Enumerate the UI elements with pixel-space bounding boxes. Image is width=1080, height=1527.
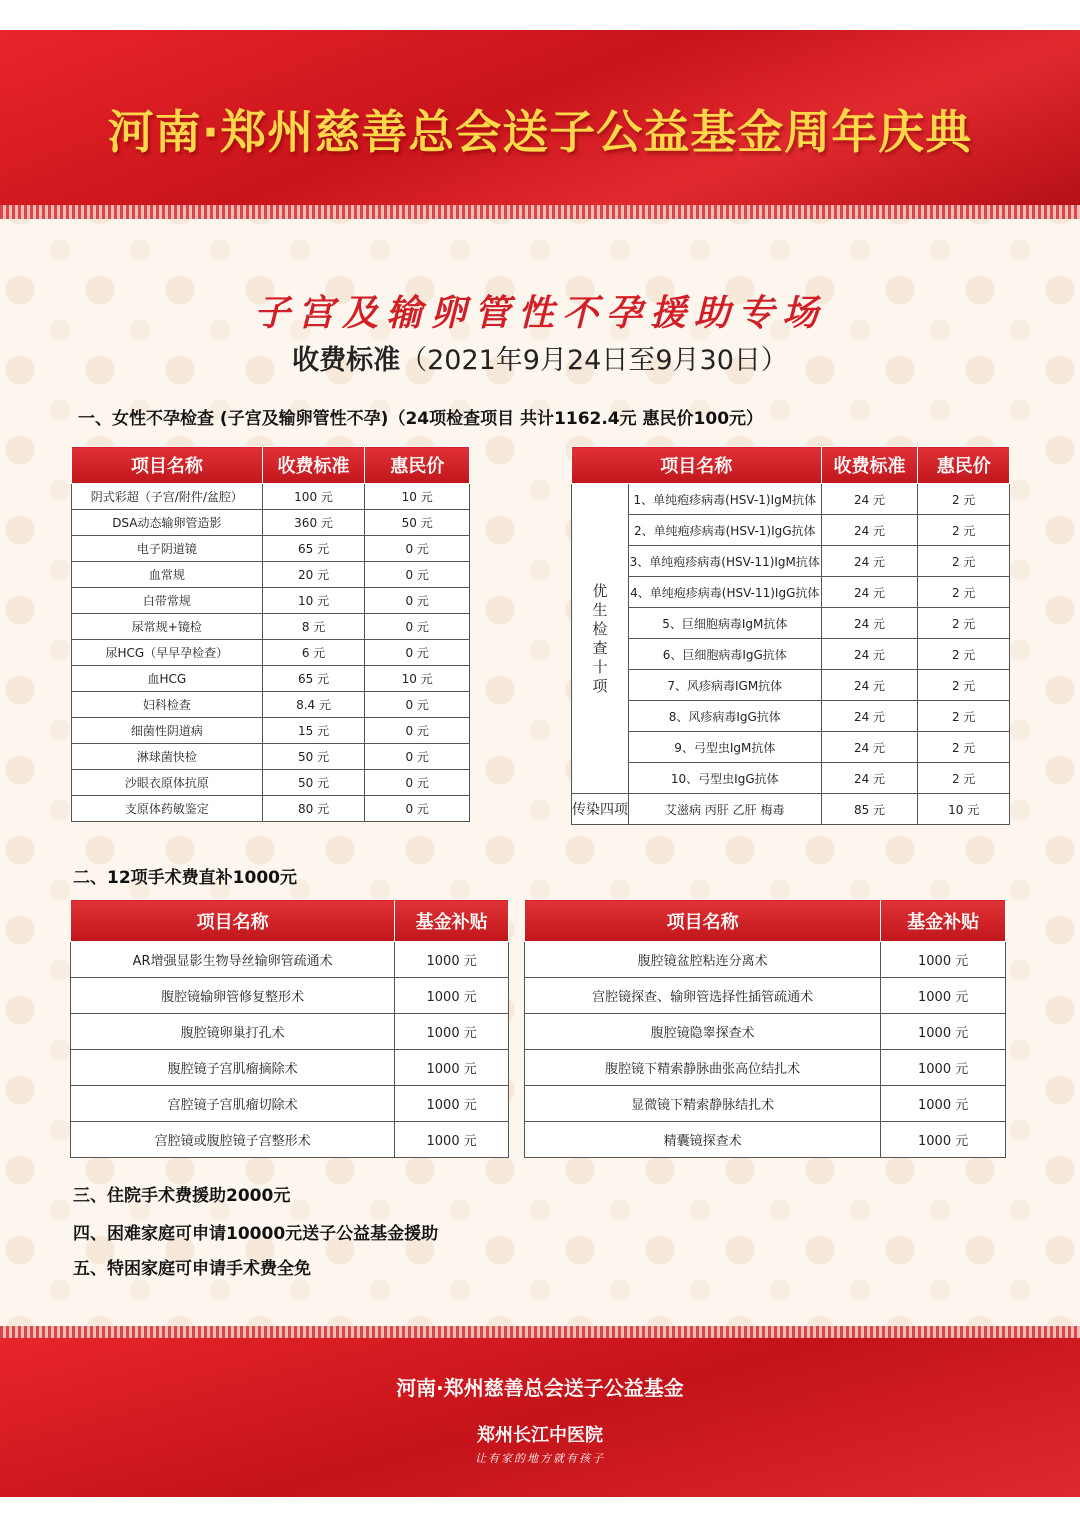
table-row bbox=[72, 562, 470, 588]
subsidy-cell: 1000 元 bbox=[881, 1086, 1006, 1122]
table-row bbox=[72, 718, 470, 744]
table-row bbox=[71, 942, 509, 978]
table-row bbox=[572, 515, 1010, 546]
item-cell: DSA动态输卵管造影 bbox=[72, 510, 263, 536]
table-row bbox=[572, 577, 1010, 608]
col-header-discount: 惠民价 bbox=[365, 447, 470, 484]
group-label-char: 优 bbox=[592, 581, 608, 600]
table-row bbox=[572, 732, 1010, 763]
item-cell: 腹腔镜子宫肌瘤摘除术 bbox=[71, 1050, 395, 1086]
item-cell: 2、单纯疱疹病毒(HSV-1)IgG抗体 bbox=[629, 515, 822, 546]
exam-table-left bbox=[71, 446, 470, 822]
footer-slogan: 让有家的地方就有孩子 bbox=[475, 1452, 605, 1465]
fee-cell: 24 元 bbox=[821, 701, 918, 732]
discount-cell: 10 元 bbox=[365, 666, 470, 692]
footer-hospital-name: 郑州长江中医院 bbox=[477, 1425, 603, 1446]
group-label-char: 生 bbox=[592, 600, 608, 619]
table-row bbox=[572, 763, 1010, 794]
table-row bbox=[72, 692, 470, 718]
table-row bbox=[525, 1086, 1006, 1122]
table-row bbox=[72, 614, 470, 640]
col-header-discount: 惠民价 bbox=[918, 447, 1010, 484]
col-header-item: 项目名称 bbox=[71, 900, 395, 942]
fee-cell: 24 元 bbox=[821, 732, 918, 763]
section-3-title: 三、住院手术费援助2000元 bbox=[73, 1186, 291, 1206]
item-cell: 白带常规 bbox=[72, 588, 263, 614]
fee-period: （2021年9月24日至9月30日） bbox=[400, 345, 788, 376]
table-row bbox=[72, 588, 470, 614]
fee-cell: 50 元 bbox=[262, 770, 365, 796]
col-header-item: 项目名称 bbox=[525, 900, 881, 942]
item-cell: 电子阴道镜 bbox=[72, 536, 263, 562]
group-label-char: 项 bbox=[592, 676, 608, 695]
table-row bbox=[72, 666, 470, 692]
subsidy-cell: 1000 元 bbox=[395, 1050, 509, 1086]
subsidy-cell: 1000 元 bbox=[395, 1014, 509, 1050]
group-label-char: 十 bbox=[592, 657, 608, 676]
discount-cell: 2 元 bbox=[918, 732, 1010, 763]
table-row bbox=[572, 484, 1010, 515]
item-cell: 6、巨细胞病毒IgG抗体 bbox=[629, 639, 822, 670]
fee-cell: 24 元 bbox=[821, 670, 918, 701]
fee-cell: 24 元 bbox=[821, 515, 918, 546]
discount-cell: 2 元 bbox=[918, 608, 1010, 639]
fee-cell: 65 元 bbox=[262, 666, 365, 692]
item-cell: 腹腔镜输卵管修复整形术 bbox=[71, 978, 395, 1014]
table-row bbox=[72, 510, 470, 536]
item-cell: 宫腔镜子宫肌瘤切除术 bbox=[71, 1086, 395, 1122]
discount-cell: 2 元 bbox=[918, 763, 1010, 794]
subsidy-cell: 1000 元 bbox=[395, 1086, 509, 1122]
item-cell: 支原体药敏鉴定 bbox=[72, 796, 263, 822]
table-row bbox=[525, 1014, 1006, 1050]
table-row bbox=[525, 942, 1006, 978]
col-header-item: 项目名称 bbox=[572, 447, 822, 484]
table-row bbox=[71, 978, 509, 1014]
table-row bbox=[525, 1050, 1006, 1086]
item-cell: 艾滋病 丙肝 乙肝 梅毒 bbox=[629, 794, 822, 825]
item-cell: 腹腔镜盆腔粘连分离术 bbox=[525, 942, 881, 978]
item-cell: AR增强显影生物导丝输卵管疏通术 bbox=[71, 942, 395, 978]
col-header-subsidy: 基金补贴 bbox=[881, 900, 1006, 942]
discount-cell: 50 元 bbox=[365, 510, 470, 536]
item-cell: 腹腔镜下精索静脉曲张高位结扎术 bbox=[525, 1050, 881, 1086]
fee-cell: 6 元 bbox=[262, 640, 365, 666]
fee-cell: 80 元 bbox=[262, 796, 365, 822]
item-cell: 淋球菌快检 bbox=[72, 744, 263, 770]
item-cell: 1、单纯疱疹病毒(HSV-1)IgM抗体 bbox=[629, 484, 822, 515]
discount-cell: 10 元 bbox=[918, 794, 1010, 825]
fee-cell: 360 元 bbox=[262, 510, 365, 536]
subsidy-cell: 1000 元 bbox=[395, 978, 509, 1014]
discount-cell: 2 元 bbox=[918, 484, 1010, 515]
item-cell: 腹腔镜隐睾探查术 bbox=[525, 1014, 881, 1050]
item-cell: 7、风疹病毒IGM抗体 bbox=[629, 670, 822, 701]
item-cell: 3、单纯疱疹病毒(HSV-11)IgM抗体 bbox=[629, 546, 822, 577]
discount-cell: 2 元 bbox=[918, 701, 1010, 732]
fee-cell: 8.4 元 bbox=[262, 692, 365, 718]
item-cell: 尿常规+镜检 bbox=[72, 614, 263, 640]
table-row bbox=[525, 1122, 1006, 1158]
table-row bbox=[572, 794, 1010, 825]
item-cell: 宫腔镜或腹腔镜子宫整形术 bbox=[71, 1122, 395, 1158]
fee-cell: 100 元 bbox=[262, 484, 365, 510]
section-1-title: 一、女性不孕检查 (子宫及输卵管性不孕)（24项检查项目 共计1162.4元 惠民价100元） bbox=[78, 409, 764, 429]
page-title: 河南·郑州慈善总会送子公益基金周年庆典 bbox=[107, 105, 973, 159]
table-row bbox=[71, 1122, 509, 1158]
item-cell: 8、风疹病毒IgG抗体 bbox=[629, 701, 822, 732]
item-cell: 腹腔镜卵巢打孔术 bbox=[71, 1014, 395, 1050]
item-cell: 精囊镜探查术 bbox=[525, 1122, 881, 1158]
surgery-table-right bbox=[524, 899, 1006, 1158]
header-stripe bbox=[0, 205, 1080, 219]
subsidy-cell: 1000 元 bbox=[881, 1014, 1006, 1050]
section-2-title: 二、12项手术费直补1000元 bbox=[73, 868, 297, 888]
fee-cell: 15 元 bbox=[262, 718, 365, 744]
fee-cell: 24 元 bbox=[821, 484, 918, 515]
section-4-title: 四、困难家庭可申请10000元送子公益基金援助 bbox=[73, 1224, 439, 1244]
fee-cell: 20 元 bbox=[262, 562, 365, 588]
item-cell: 血HCG bbox=[72, 666, 263, 692]
discount-cell: 0 元 bbox=[365, 588, 470, 614]
group-label-char: 查 bbox=[592, 638, 608, 657]
discount-cell: 2 元 bbox=[918, 515, 1010, 546]
discount-cell: 10 元 bbox=[365, 484, 470, 510]
fee-cell: 24 元 bbox=[821, 608, 918, 639]
table-row bbox=[72, 640, 470, 666]
table-row bbox=[572, 670, 1010, 701]
fee-cell: 50 元 bbox=[262, 744, 365, 770]
discount-cell: 2 元 bbox=[918, 577, 1010, 608]
footer-foundation-name: 河南·郑州慈善总会送子公益基金 bbox=[396, 1376, 684, 1400]
item-cell: 4、单纯疱疹病毒(HSV-11)IgG抗体 bbox=[629, 577, 822, 608]
discount-cell: 0 元 bbox=[365, 796, 470, 822]
item-cell: 细菌性阴道病 bbox=[72, 718, 263, 744]
fee-label: 收费标准 bbox=[292, 345, 401, 376]
table-row bbox=[72, 484, 470, 510]
section-5-title: 五、特困家庭可申请手术费全免 bbox=[73, 1259, 311, 1279]
item-cell: 9、弓型虫IgM抗体 bbox=[629, 732, 822, 763]
item-cell: 血常规 bbox=[72, 562, 263, 588]
table-row bbox=[71, 1050, 509, 1086]
fee-cell: 65 元 bbox=[262, 536, 365, 562]
exam-table-right bbox=[571, 446, 1010, 825]
table-row bbox=[71, 1086, 509, 1122]
fee-cell: 24 元 bbox=[821, 763, 918, 794]
col-header-fee: 收费标准 bbox=[821, 447, 918, 484]
table-row bbox=[72, 536, 470, 562]
surgery-table-left bbox=[70, 899, 509, 1158]
subsidy-cell: 1000 元 bbox=[881, 1050, 1006, 1086]
discount-cell: 0 元 bbox=[365, 770, 470, 796]
fee-cell: 24 元 bbox=[821, 577, 918, 608]
item-cell: 显微镜下精索静脉结扎术 bbox=[525, 1086, 881, 1122]
table-row bbox=[525, 978, 1006, 1014]
group-label-cell: 传染四项 bbox=[572, 794, 629, 825]
footer-banner bbox=[0, 1338, 1080, 1497]
item-cell: 尿HCG（早早孕检查） bbox=[72, 640, 263, 666]
group-label-cell bbox=[572, 484, 629, 794]
subsidy-cell: 1000 元 bbox=[881, 942, 1006, 978]
fee-cell: 8 元 bbox=[262, 614, 365, 640]
subsidy-cell: 1000 元 bbox=[881, 978, 1006, 1014]
table-row bbox=[72, 744, 470, 770]
subsidy-cell: 1000 元 bbox=[881, 1122, 1006, 1158]
subsidy-cell: 1000 元 bbox=[395, 942, 509, 978]
subsidy-cell: 1000 元 bbox=[395, 1122, 509, 1158]
fee-cell: 85 元 bbox=[821, 794, 918, 825]
event-subtitle: 子宫及输卵管性不孕援助专场 bbox=[253, 292, 826, 334]
table-row bbox=[72, 796, 470, 822]
item-cell: 沙眼衣原体抗原 bbox=[72, 770, 263, 796]
table-row bbox=[572, 608, 1010, 639]
item-cell: 阴式彩超（子宫/附件/盆腔） bbox=[72, 484, 263, 510]
fee-cell: 24 元 bbox=[821, 639, 918, 670]
table-row bbox=[71, 1014, 509, 1050]
fee-standard-title bbox=[0, 338, 1080, 377]
discount-cell: 0 元 bbox=[365, 744, 470, 770]
discount-cell: 0 元 bbox=[365, 718, 470, 744]
table-row bbox=[572, 701, 1010, 732]
group-label-char: 检 bbox=[592, 619, 608, 638]
discount-cell: 0 元 bbox=[365, 562, 470, 588]
col-header-item: 项目名称 bbox=[72, 447, 263, 484]
table-row bbox=[572, 639, 1010, 670]
col-header-fee: 收费标准 bbox=[262, 447, 365, 484]
discount-cell: 0 元 bbox=[365, 614, 470, 640]
item-cell: 10、弓型虫IgG抗体 bbox=[629, 763, 822, 794]
discount-cell: 0 元 bbox=[365, 692, 470, 718]
discount-cell: 0 元 bbox=[365, 640, 470, 666]
table-row bbox=[72, 770, 470, 796]
discount-cell: 2 元 bbox=[918, 670, 1010, 701]
fee-cell: 10 元 bbox=[262, 588, 365, 614]
discount-cell: 2 元 bbox=[918, 546, 1010, 577]
table-row bbox=[572, 546, 1010, 577]
discount-cell: 2 元 bbox=[918, 639, 1010, 670]
item-cell: 5、巨细胞病毒IgM抗体 bbox=[629, 608, 822, 639]
item-cell: 宫腔镜探查、输卵管选择性插管疏通术 bbox=[525, 978, 881, 1014]
fee-cell: 24 元 bbox=[821, 546, 918, 577]
item-cell: 妇科检查 bbox=[72, 692, 263, 718]
discount-cell: 0 元 bbox=[365, 536, 470, 562]
col-header-subsidy: 基金补贴 bbox=[395, 900, 509, 942]
